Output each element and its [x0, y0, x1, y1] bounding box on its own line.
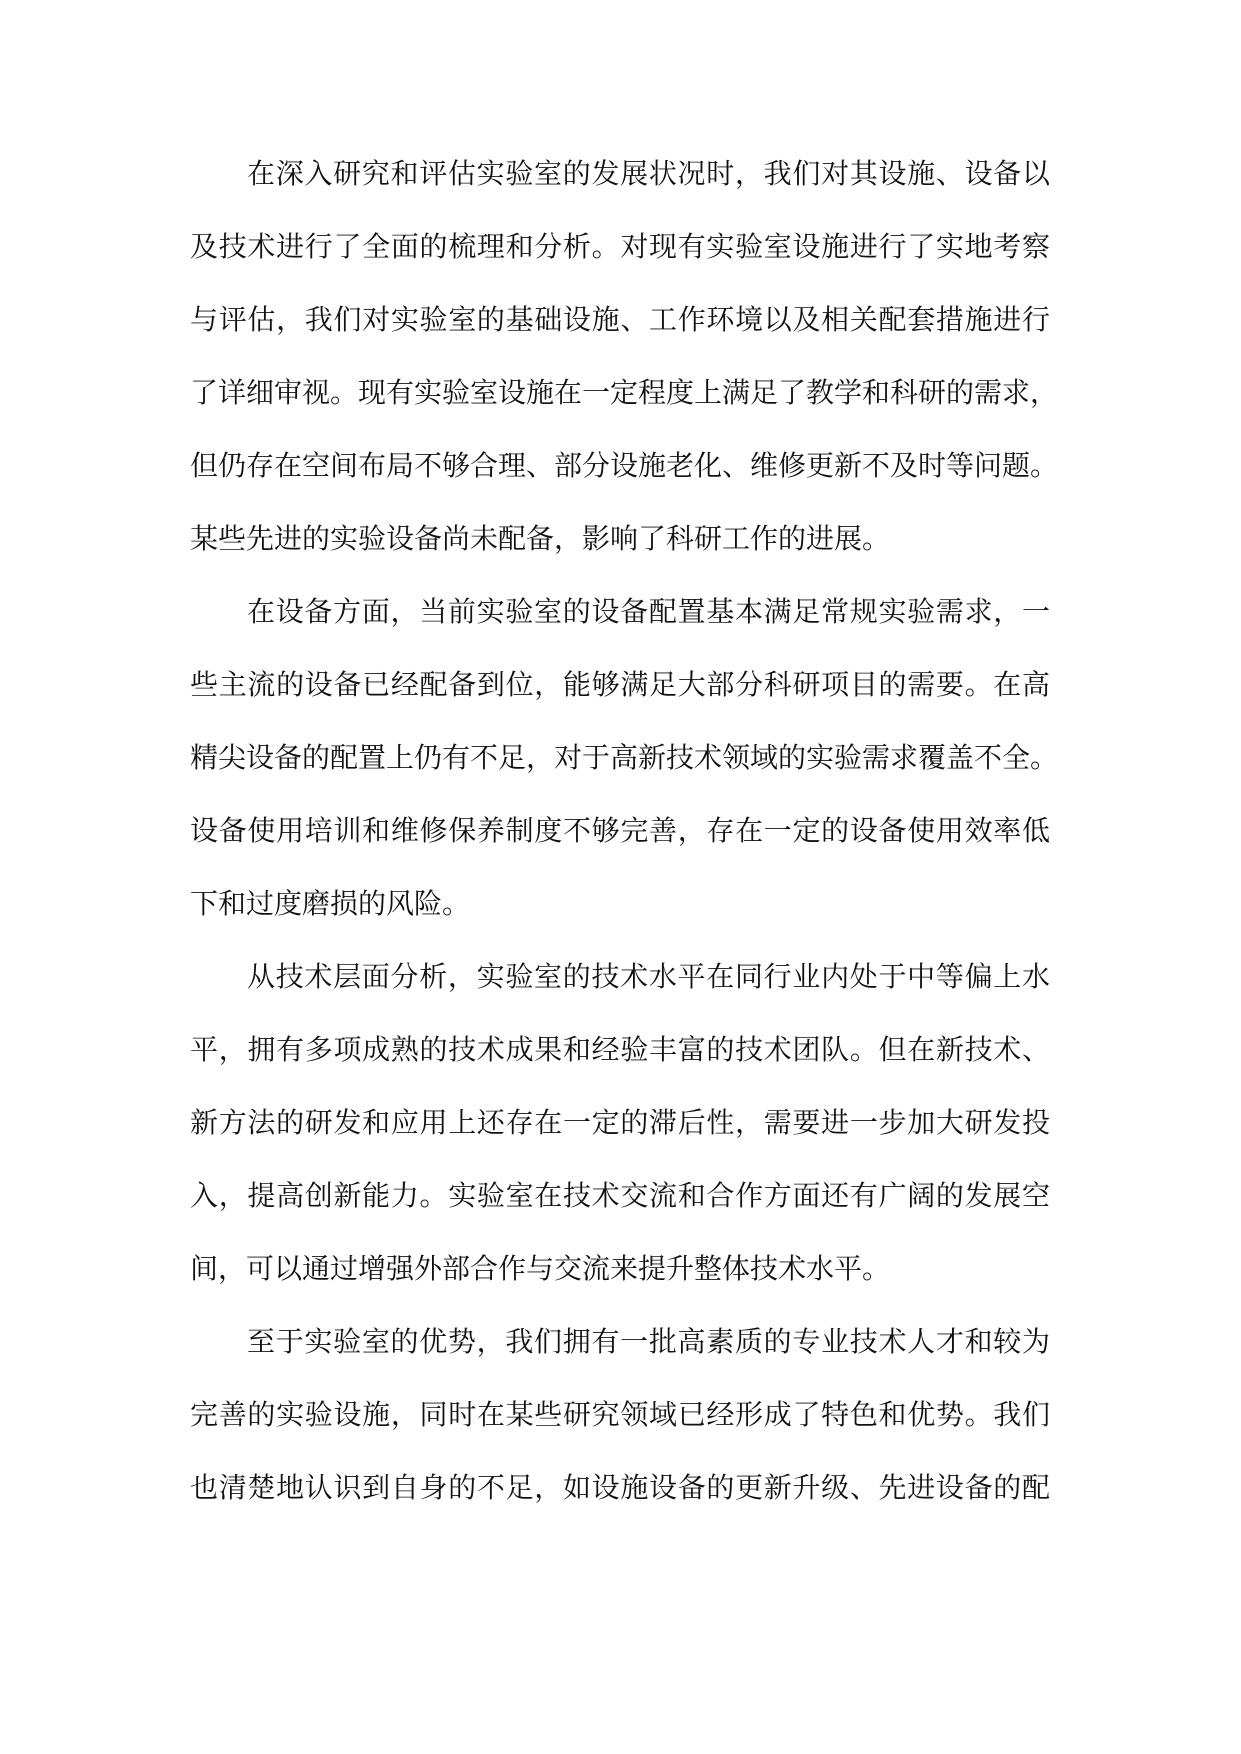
paragraph-1: [190, 145, 1059, 583]
text-line: 了详细审视。现有实验室设施在一定程度上满足了教学和科研的需求，: [190, 376, 1059, 409]
paragraph-2: [190, 583, 1059, 948]
text-line: 及技术进行了全面的梳理和分析。对现有实验室设施进行了实地考察: [190, 230, 1050, 263]
text-line: 也清楚地认识到自身的不足，如设施设备的更新升级、先进设备的配: [190, 1471, 1050, 1504]
text-line: 新方法的研发和应用上还存在一定的滞后性，需要进一步加大研发投: [190, 1106, 1050, 1139]
text-line: 某些先进的实验设备尚未配备，影响了科研工作的进展。: [190, 522, 891, 555]
text-line: 平，拥有多项成熟的技术成果和经验丰富的技术团队。但在新技术、: [190, 1033, 1050, 1066]
text-line: 入，提高创新能力。实验室在技术交流和合作方面还有广阔的发展空: [190, 1179, 1050, 1212]
text-line: 与评估，我们对实验室的基础设施、工作环境以及相关配套措施进行: [190, 303, 1050, 336]
text-line: 精尖设备的配置上仍有不足，对于高新技术领域的实验需求覆盖不全。: [190, 741, 1059, 774]
text-line: 下和过度磨损的风险。: [190, 887, 471, 920]
paragraph-3: [190, 948, 1050, 1313]
text-line: 但仍存在空间布局不够合理、部分设施老化、维修更新不及时等问题。: [190, 449, 1059, 482]
text-line: 间，可以通过增强外部合作与交流来提升整体技术水平。: [190, 1252, 891, 1285]
text-line: 在深入研究和评估实验室的发展状况时，我们对其设施、设备以: [247, 157, 1050, 190]
paragraph-4: [190, 1313, 1050, 1532]
text-line: 至于实验室的优势，我们拥有一批高素质的专业技术人才和较为: [247, 1325, 1050, 1358]
text-line: 从技术层面分析，实验室的技术水平在同行业内处于中等偏上水: [247, 960, 1050, 993]
text-line: 在设备方面，当前实验室的设备配置基本满足常规实验需求，一: [247, 595, 1050, 628]
text-line: 些主流的设备已经配备到位，能够满足大部分科研项目的需要。在高: [190, 668, 1050, 701]
text-line: 设备使用培训和维修保养制度不够完善，存在一定的设备使用效率低: [190, 814, 1050, 847]
document-body: [190, 145, 1059, 1532]
text-line: 完善的实验设施，同时在某些研究领域已经形成了特色和优势。我们: [190, 1398, 1050, 1431]
